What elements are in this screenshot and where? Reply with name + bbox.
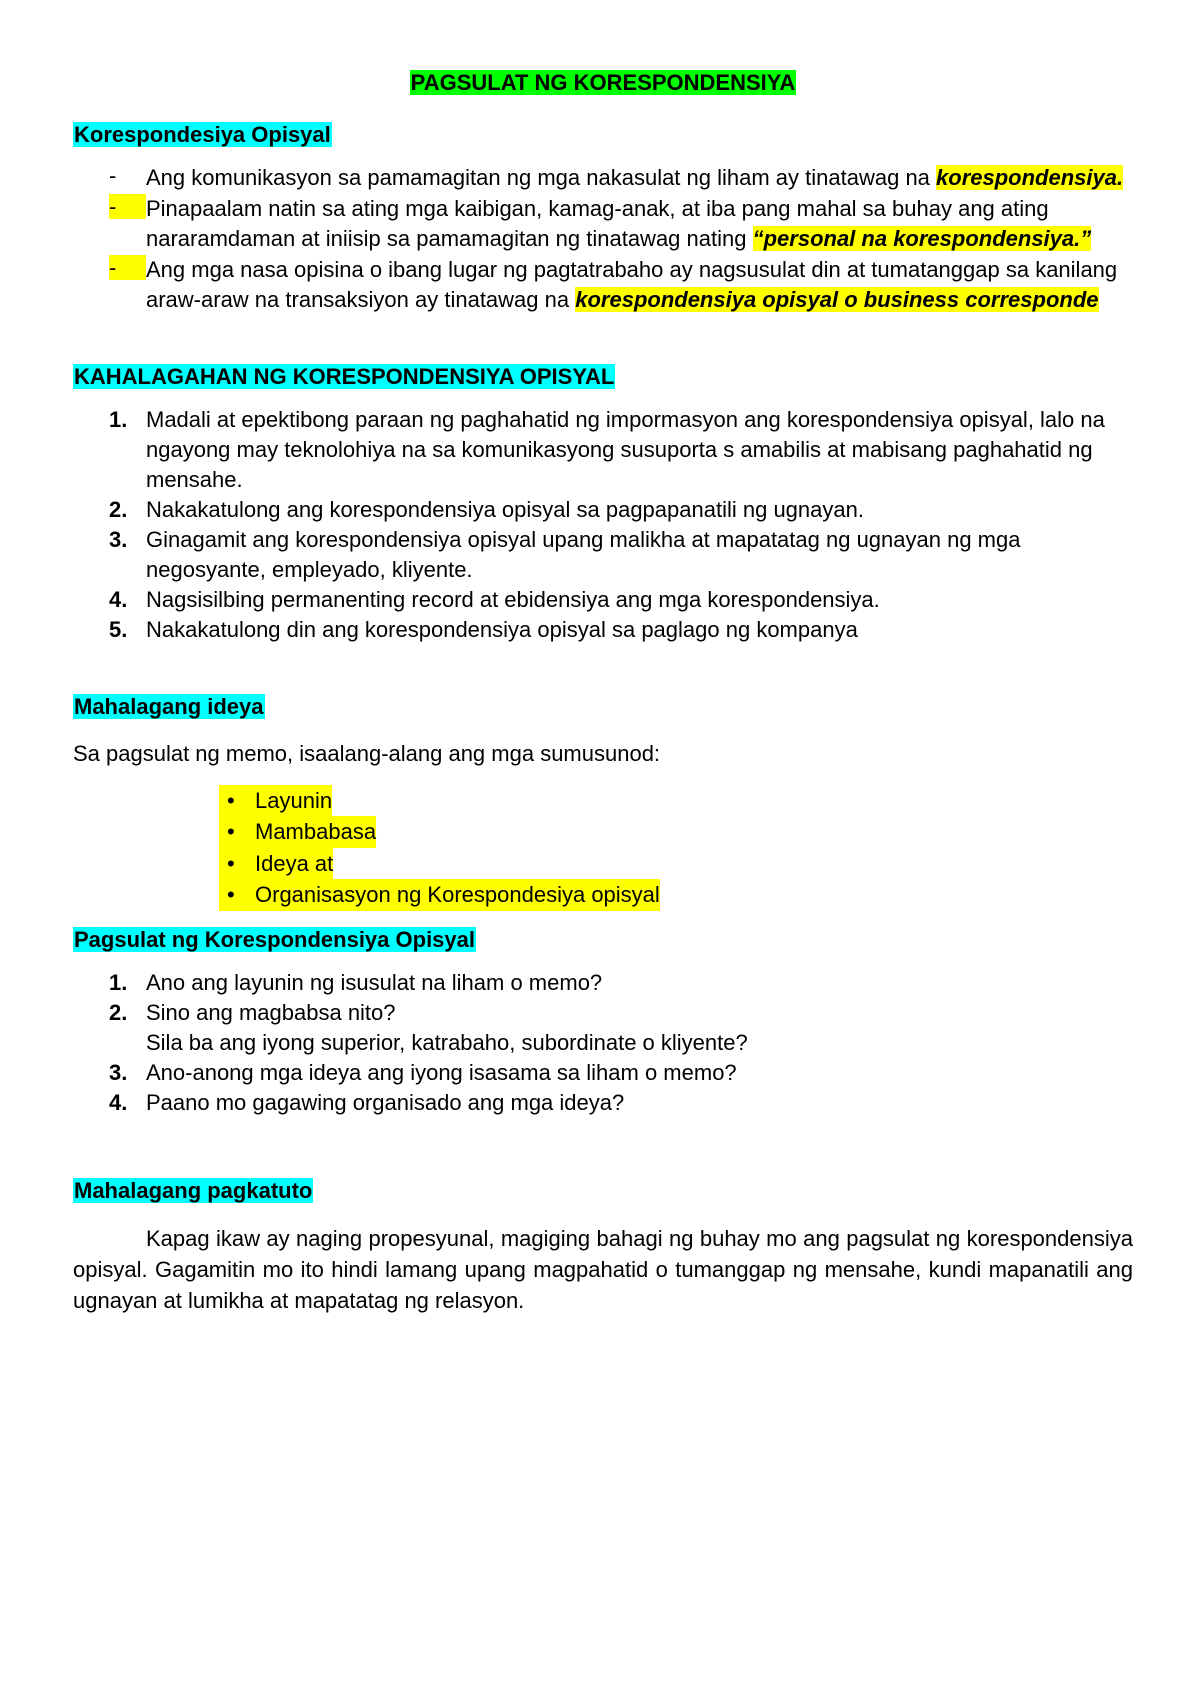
list-number: 2. (109, 496, 128, 522)
section1-list (73, 163, 1133, 316)
list-number: 2. (109, 999, 128, 1025)
section5-heading-text: Mahalagang pagkatuto (74, 1177, 313, 1203)
list-item (73, 585, 1133, 615)
list-number: 4. (109, 586, 128, 612)
dash-marker: - (109, 255, 146, 280)
list-item-text: Ano-anong mga ideya ang iyong isasama sa liham o memo? (146, 1059, 737, 1085)
list-item-text: Madali at epektibong paraan ng paghahatid ng impormasyon ang korespondensiya opisyal, lalo na ngayong may teknolohiya na sa komunikasyong susuporta s amabilis at mabisang paghahatid ng mensahe. (146, 406, 1105, 492)
list-item (73, 615, 1133, 645)
list-item-emphasis: korespondensiya opisyal o business corresponde (575, 287, 1099, 312)
list-item (73, 255, 1133, 316)
section1-heading (73, 120, 1133, 150)
list-item-text: Sino ang magbabsa nito? (146, 999, 396, 1025)
bullet-symbol: • (227, 850, 235, 876)
list-item-text: Paano mo gagawing organisado ang mga ideya? (146, 1089, 625, 1115)
list-item-text: Ano ang layunin ng isusulat na liham o memo? (146, 969, 603, 995)
section-kahalagahan (73, 362, 1133, 645)
list-item-emphasis: “personal na korespondensiya.” (752, 226, 1092, 251)
section-korespondesiya-opisyal (73, 120, 1133, 316)
section4-heading (73, 925, 1133, 955)
section4-list (73, 968, 1133, 1118)
section3-heading (73, 692, 1133, 722)
title-block (73, 68, 1133, 98)
document-page (73, 68, 1133, 1316)
bullet-item (219, 879, 660, 911)
list-item (73, 163, 1133, 194)
bullet-item (219, 816, 376, 848)
list-number: 3. (109, 1059, 128, 1085)
section1-heading-text: Korespondesiya Opisyal (74, 122, 331, 147)
list-item (73, 405, 1133, 495)
dash-marker: - (109, 163, 117, 188)
list-item-text: Pinapaalam natin sa ating mga kaibigan, kamag-anak, at iba pang mahal sa buhay ang ating nararamdaman at iniisip sa pamamagitan ng tinatawag nating (146, 195, 1049, 251)
section4-heading-text: Pagsulat ng Korespondensiya Opisyal (74, 926, 475, 952)
list-number: 1. (109, 406, 128, 432)
list-number: 3. (109, 526, 128, 552)
list-item-text: Nagsisilbing permanenting record at ebidensiya ang mga korespondensiya. (146, 586, 880, 612)
section2-heading-text: KAHALAGAHAN NG KORESPONDENSIYA OPISYAL (74, 363, 615, 389)
section2-heading (73, 362, 1133, 392)
dash-marker: - (109, 194, 146, 219)
bullet-symbol: • (227, 882, 235, 907)
section3-bullet-list (73, 785, 1133, 911)
list-item (73, 1088, 1133, 1118)
list-item (73, 968, 1133, 998)
section5-paragraph: Kapag ikaw ay naging propesyunal, magiging bahagi ng buhay mo ang pagsulat ng korespondensiya opisyal. Gagamitin mo ito hindi lamang upang magpahatid o tumanggap ng mensahe, kundi mapanatili ang ugnayan at lumikha at mapatatag ng relasyon. (73, 1225, 1133, 1313)
section-mahalagang-pagkatuto (73, 1176, 1133, 1316)
bullet-symbol: • (227, 819, 235, 844)
bullet-text: Layunin (255, 787, 333, 813)
list-number: 1. (109, 969, 128, 995)
list-item-text: Ang mga nasa opisina o ibang lugar ng pagtatrabaho ay nagsusulat din at tumatanggap sa kanilang araw-araw na transaksiyon ay tinatawag na (146, 256, 1118, 312)
bullet-item (219, 848, 333, 880)
bullet-item (219, 785, 332, 817)
section-mahalagang-ideya (73, 692, 1133, 911)
list-item-text: Nakakatulong ang korespondensiya opisyal sa pagpapanatili ng ugnayan. (146, 496, 864, 522)
section-pagsulat (73, 925, 1133, 1118)
list-item-emphasis: korespondensiya. (936, 165, 1124, 190)
list-item (73, 1058, 1133, 1088)
section3-intro: Sa pagsulat ng memo, isaalang-alang ang mga sumusunod: (73, 740, 661, 766)
list-number: 5. (109, 616, 128, 642)
bullet-text: Organisasyon ng Korespondesiya opisyal (255, 882, 660, 907)
list-item (73, 525, 1133, 585)
section3-heading-text: Mahalagang ideya (74, 693, 264, 719)
bullet-text: Ideya at (255, 850, 334, 876)
section2-list (73, 405, 1133, 645)
list-item-text: Ginagamit ang korespondensiya opisyal upang malikha at mapatatag ng ugnayan ng mga negosyante, empleyado, kliyente. (146, 526, 1021, 582)
list-item-text: Ang komunikasyon sa pamamagitan ng mga nakasulat ng liham ay tinatawag na (146, 165, 937, 190)
list-item (73, 194, 1133, 255)
list-item (73, 495, 1133, 525)
bullet-text: Mambabasa (255, 819, 377, 844)
list-item (73, 998, 1133, 1058)
bullet-symbol: • (227, 787, 235, 813)
list-item-subtext: Sila ba ang iyong superior, katrabaho, subordinate o kliyente? (146, 1029, 748, 1055)
section5-heading (73, 1176, 1133, 1206)
page-title: PAGSULAT NG KORESPONDENSIYA (410, 70, 796, 95)
list-number: 4. (109, 1089, 128, 1115)
list-item-text: Nakakatulong din ang korespondensiya opisyal sa paglago ng kompanya (146, 616, 858, 642)
